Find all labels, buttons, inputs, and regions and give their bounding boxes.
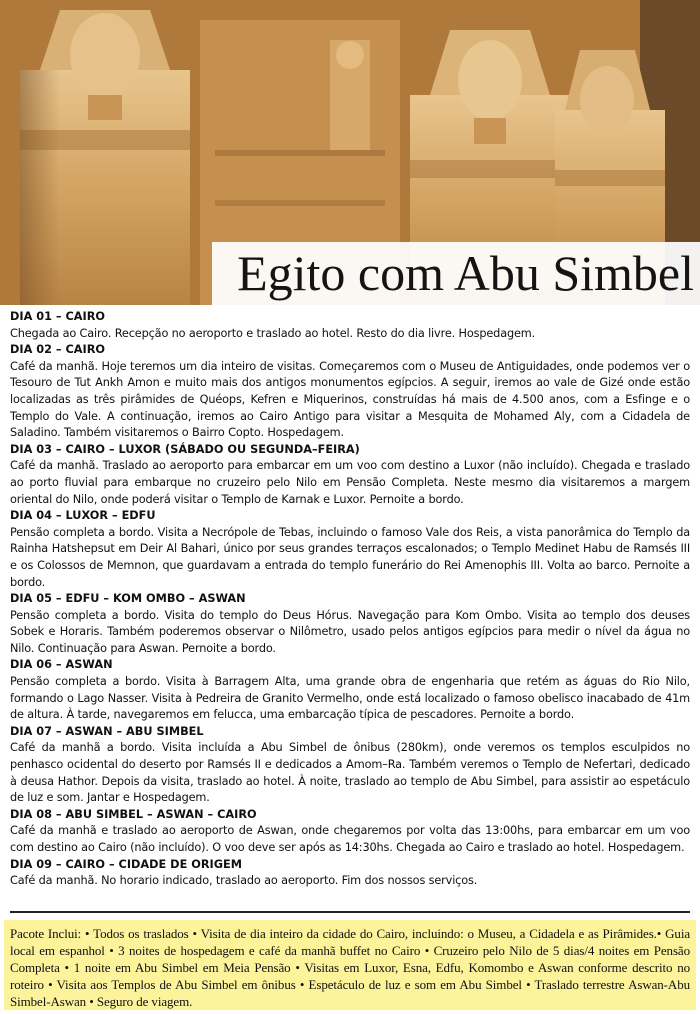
section-divider bbox=[10, 911, 690, 913]
day-heading: DIA 03 – CAIRO – LUXOR (SÁBADO OU SEGUNDA–FEIRA) bbox=[10, 442, 360, 456]
package-includes-text: Pacote Inclui: • Todos os traslados • Visita de dia inteiro da cidade do Cairo, incluindo: o Museu, a Cidadela e as Pirâmides.• Guia local em espanhol • 3 noites de hospedagem e café da manhã buffet no Cairo • Cruzeiro pelo Nilo de 5 dias/4 noites em Pensão Completa • 1 noite em Abu Simbel em Meia Pensão • Visitas em Luxor, Esna, Edfu, Komombo e Aswan conforme descrito no roteiro • Visita aos Templos de Abu Simbel em ônibus • Espetáculo de luz e som em Abu Simbel • Traslado terrestre Aswan-Abu Simbel-Aswan • Seguro de viagem. bbox=[10, 926, 690, 1009]
page-title: Egito com Abu Simbel bbox=[237, 245, 694, 301]
day-heading: DIA 02 – CAIRO bbox=[10, 343, 106, 357]
day-heading: DIA 09 – CAIRO – CIDADE DE ORIGEM bbox=[10, 857, 242, 871]
day-description: Café da manhã. No horario indicado, traslado ao aeroporto. Fim dos nossos serviços. bbox=[10, 874, 478, 888]
day-description: Pensão completa a bordo. Visita a Necrópole de Tebas, incluindo o famoso Vale dos Reis, a vista panorâmica do Templo da Rainha Hatshepsut em Deir Al Bahari, único por seus grandes terraços escalonados; o Templo Medinet Habu de Ramsés III e os Colossos de Memnon, que guardavam a entrada do templo funerário do Rei Amenophis III. Volta ao barco. Pernoite a bordo. bbox=[10, 525, 690, 589]
itinerary-day bbox=[10, 591, 690, 657]
day-heading: DIA 06 – ASWAN bbox=[10, 658, 113, 672]
day-description: Café da manhã a bordo. Visita incluída a Abu Simbel de ônibus (280km), onde veremos os templos esculpidos no penhasco ocidental do deserto por Ramsés II e dedicados a Amom–Ra. Também veremos o Templo de Nefertari, dedicado à deusa Hathor. Depois da visita, traslado ao hotel. À noite, traslado ao templo de Abu Simbel, para assistir ao espetáculo de luz e som. Jantar e Hospedagem. bbox=[10, 741, 690, 805]
day-description: Café da manhã. Traslado ao aeroporto para embarcar em um voo com destino a Luxor (não incluído). Chegada e traslado ao porto fluvial para embarque no cruzeiro pelo Nilo em Pensão Completa. Neste mesmo dia visitaremos a margem oriental do Nilo, onde poderá visitar o Templo de Karnak e Luxor. Pernoite a bordo. bbox=[10, 459, 690, 506]
itinerary-day bbox=[10, 342, 690, 442]
day-description: Pensão completa a bordo. Visita do templo do Deus Hórus. Navegação para Kom Ombo. Visita ao templo dos deuses Sobek e Horaris. Também poderemos observar o Nilômetro, usado pelos antigos egípcios para medir o nível da água no Nilo. Continuação para Aswan. Pernoite a bordo. bbox=[10, 608, 690, 655]
itinerary-day bbox=[10, 309, 690, 342]
day-heading: DIA 05 – EDFU – KOM OMBO – ASWAN bbox=[10, 592, 246, 606]
day-heading: DIA 08 – ABU SIMBEL – ASWAN – CAIRO bbox=[10, 807, 257, 821]
day-description: Café da manhã. Hoje teremos um dia inteiro de visitas. Começaremos com o Museu de Antiguidades, onde podemos ver o Tesouro de Tut Ankh Amon e muito mais dos antigos monumentos egípcios. A seguir, iremos ao vale de Gizé onde estão localizadas as três pirâmides de Quéops, Kefren e Miquerinos, construídas há mais de 4.500 anos, com a Esfinge e o Templo do Vale. A continuação, iremos ao Cairo Antigo para visitar a Mesquita de Mohamed Aly, com a Cidadela de Saladino. Também visitaremos o Bairro Copto. Hospedagem. bbox=[10, 359, 690, 440]
itinerary-day bbox=[10, 442, 690, 508]
itinerary-day bbox=[10, 508, 690, 591]
itinerary-day bbox=[10, 807, 690, 857]
itinerary-day bbox=[10, 657, 690, 723]
day-description: Pensão completa a bordo. Visita à Barragem Alta, uma grande obra de engenharia que retém as águas do Rio Nilo, formando o Lago Nasser. Visita à Pedreira de Granito Vermelho, onde está localizado o famoso obelisco inacabado de 41m de altura. À tarde, navegaremos em felucca, uma embarcação típica de pescadores. Pernoite a bordo. bbox=[10, 675, 690, 722]
day-heading: DIA 01 – CAIRO bbox=[10, 310, 106, 323]
itinerary bbox=[10, 309, 690, 890]
itinerary-day bbox=[10, 724, 690, 807]
day-heading: DIA 07 – ASWAN – ABU SIMBEL bbox=[10, 724, 204, 738]
day-description: Chegada ao Cairo. Recepção no aeroporto e traslado ao hotel. Resto do dia livre. Hospedagem. bbox=[10, 326, 536, 340]
day-description: Café da manhã e traslado ao aeroporto de Aswan, onde chegaremos por volta das 13:00hs, para embarcar em um voo com destino ao Cairo (não incluído). O voo deve ser após as 14:30hs. Chegada ao Cairo e traslado ao hotel. Hospedagem. bbox=[10, 824, 690, 854]
day-heading: DIA 04 – LUXOR – EDFU bbox=[10, 509, 156, 523]
itinerary-day bbox=[10, 857, 690, 890]
